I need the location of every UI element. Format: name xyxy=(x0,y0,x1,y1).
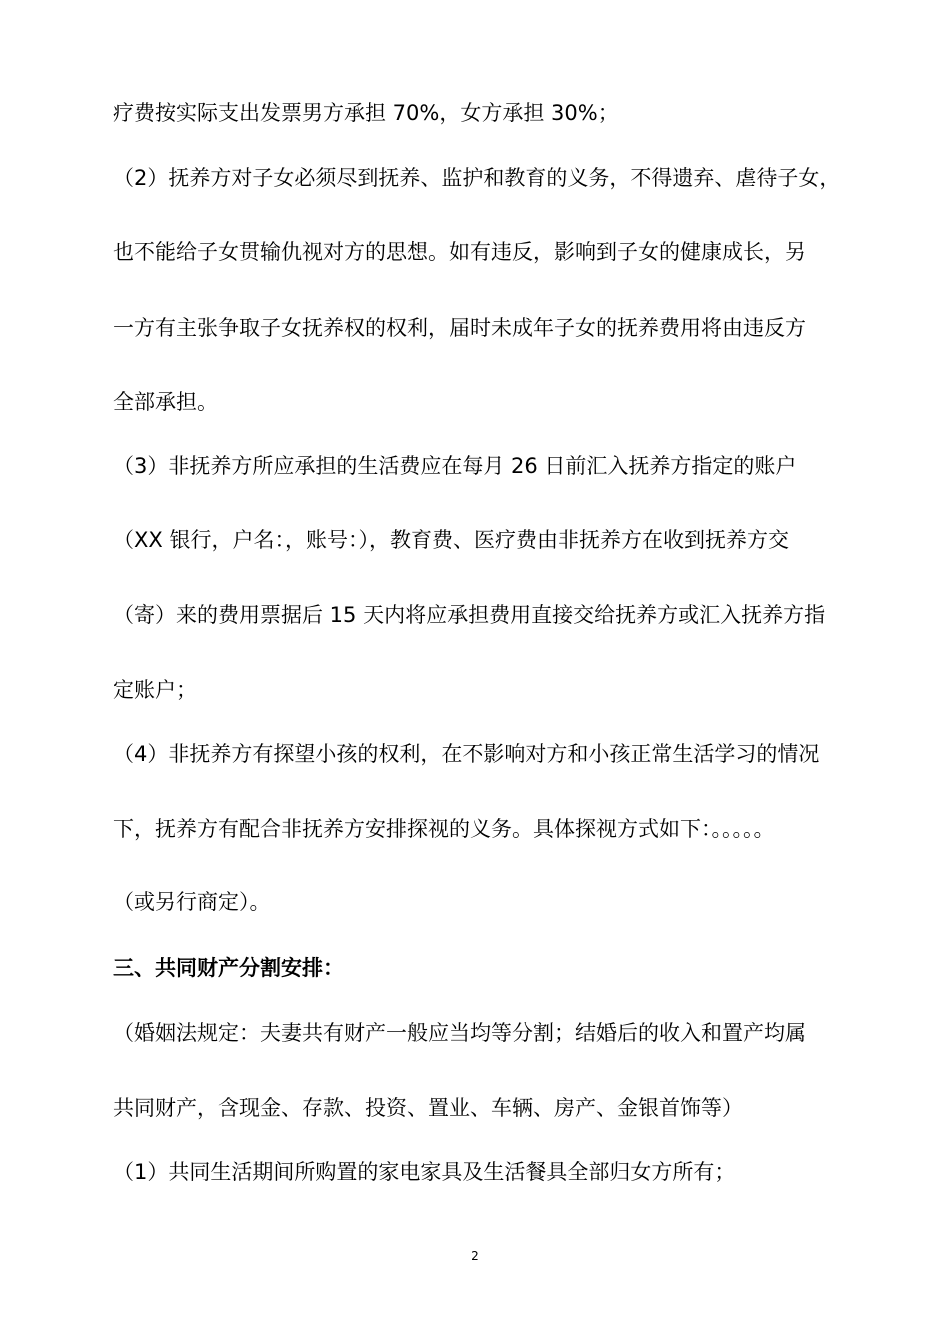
section-heading: 三、共同财产分割安排： xyxy=(113,956,344,980)
paragraph-line: 全部承担。 xyxy=(113,390,218,414)
paragraph-line: （1）共同生活期间所购置的家电家具及生活餐具全部归女方所有； xyxy=(113,1160,736,1184)
paragraph-line: （3）非抚养方所应承担的生活费应在每月 26 日前汇入抚养方指定的账户 xyxy=(113,454,797,478)
paragraph-line: （婚姻法规定：夫妻共有财产一般应当均等分割；结婚后的收入和置产均属 xyxy=(113,1021,806,1045)
paragraph-line: （2）抚养方对子女必须尽到抚养、监护和教育的义务，不得遗弃、虐待子女， xyxy=(113,166,841,190)
paragraph-line: （寄）来的费用票据后 15 天内将应承担费用直接交给抚养方或汇入抚养方指 xyxy=(113,603,826,627)
paragraph-line: （4）非抚养方有探望小孩的权利，在不影响对方和小孩正常生活学习的情况 xyxy=(113,742,820,766)
paragraph-line: 疗费按实际支出发票男方承担 70%，女方承担 30%； xyxy=(113,101,619,125)
paragraph-line: 定账户； xyxy=(113,678,197,702)
paragraph-line: 也不能给子女贯输仇视对方的思想。如有违反，影响到子女的健康成长，另 xyxy=(113,240,806,264)
page-number: 2 xyxy=(471,1249,479,1263)
paragraph-line: （XX 银行，户名：，账号：），教育费、医疗费由非抚养方在收到抚养方交 xyxy=(113,528,789,552)
paragraph-line: 下，抚养方有配合非抚养方安排探视的义务。具体探视方式如下：。。。。。 xyxy=(113,817,775,841)
paragraph-line: 共同财产，含现金、存款、投资、置业、车辆、房产、金银首饰等） xyxy=(113,1096,743,1120)
paragraph-line: 一方有主张争取子女抚养权的权利，届时未成年子女的抚养费用将由违反方 xyxy=(113,316,806,340)
paragraph-line: （或另行商定）。 xyxy=(113,890,271,914)
